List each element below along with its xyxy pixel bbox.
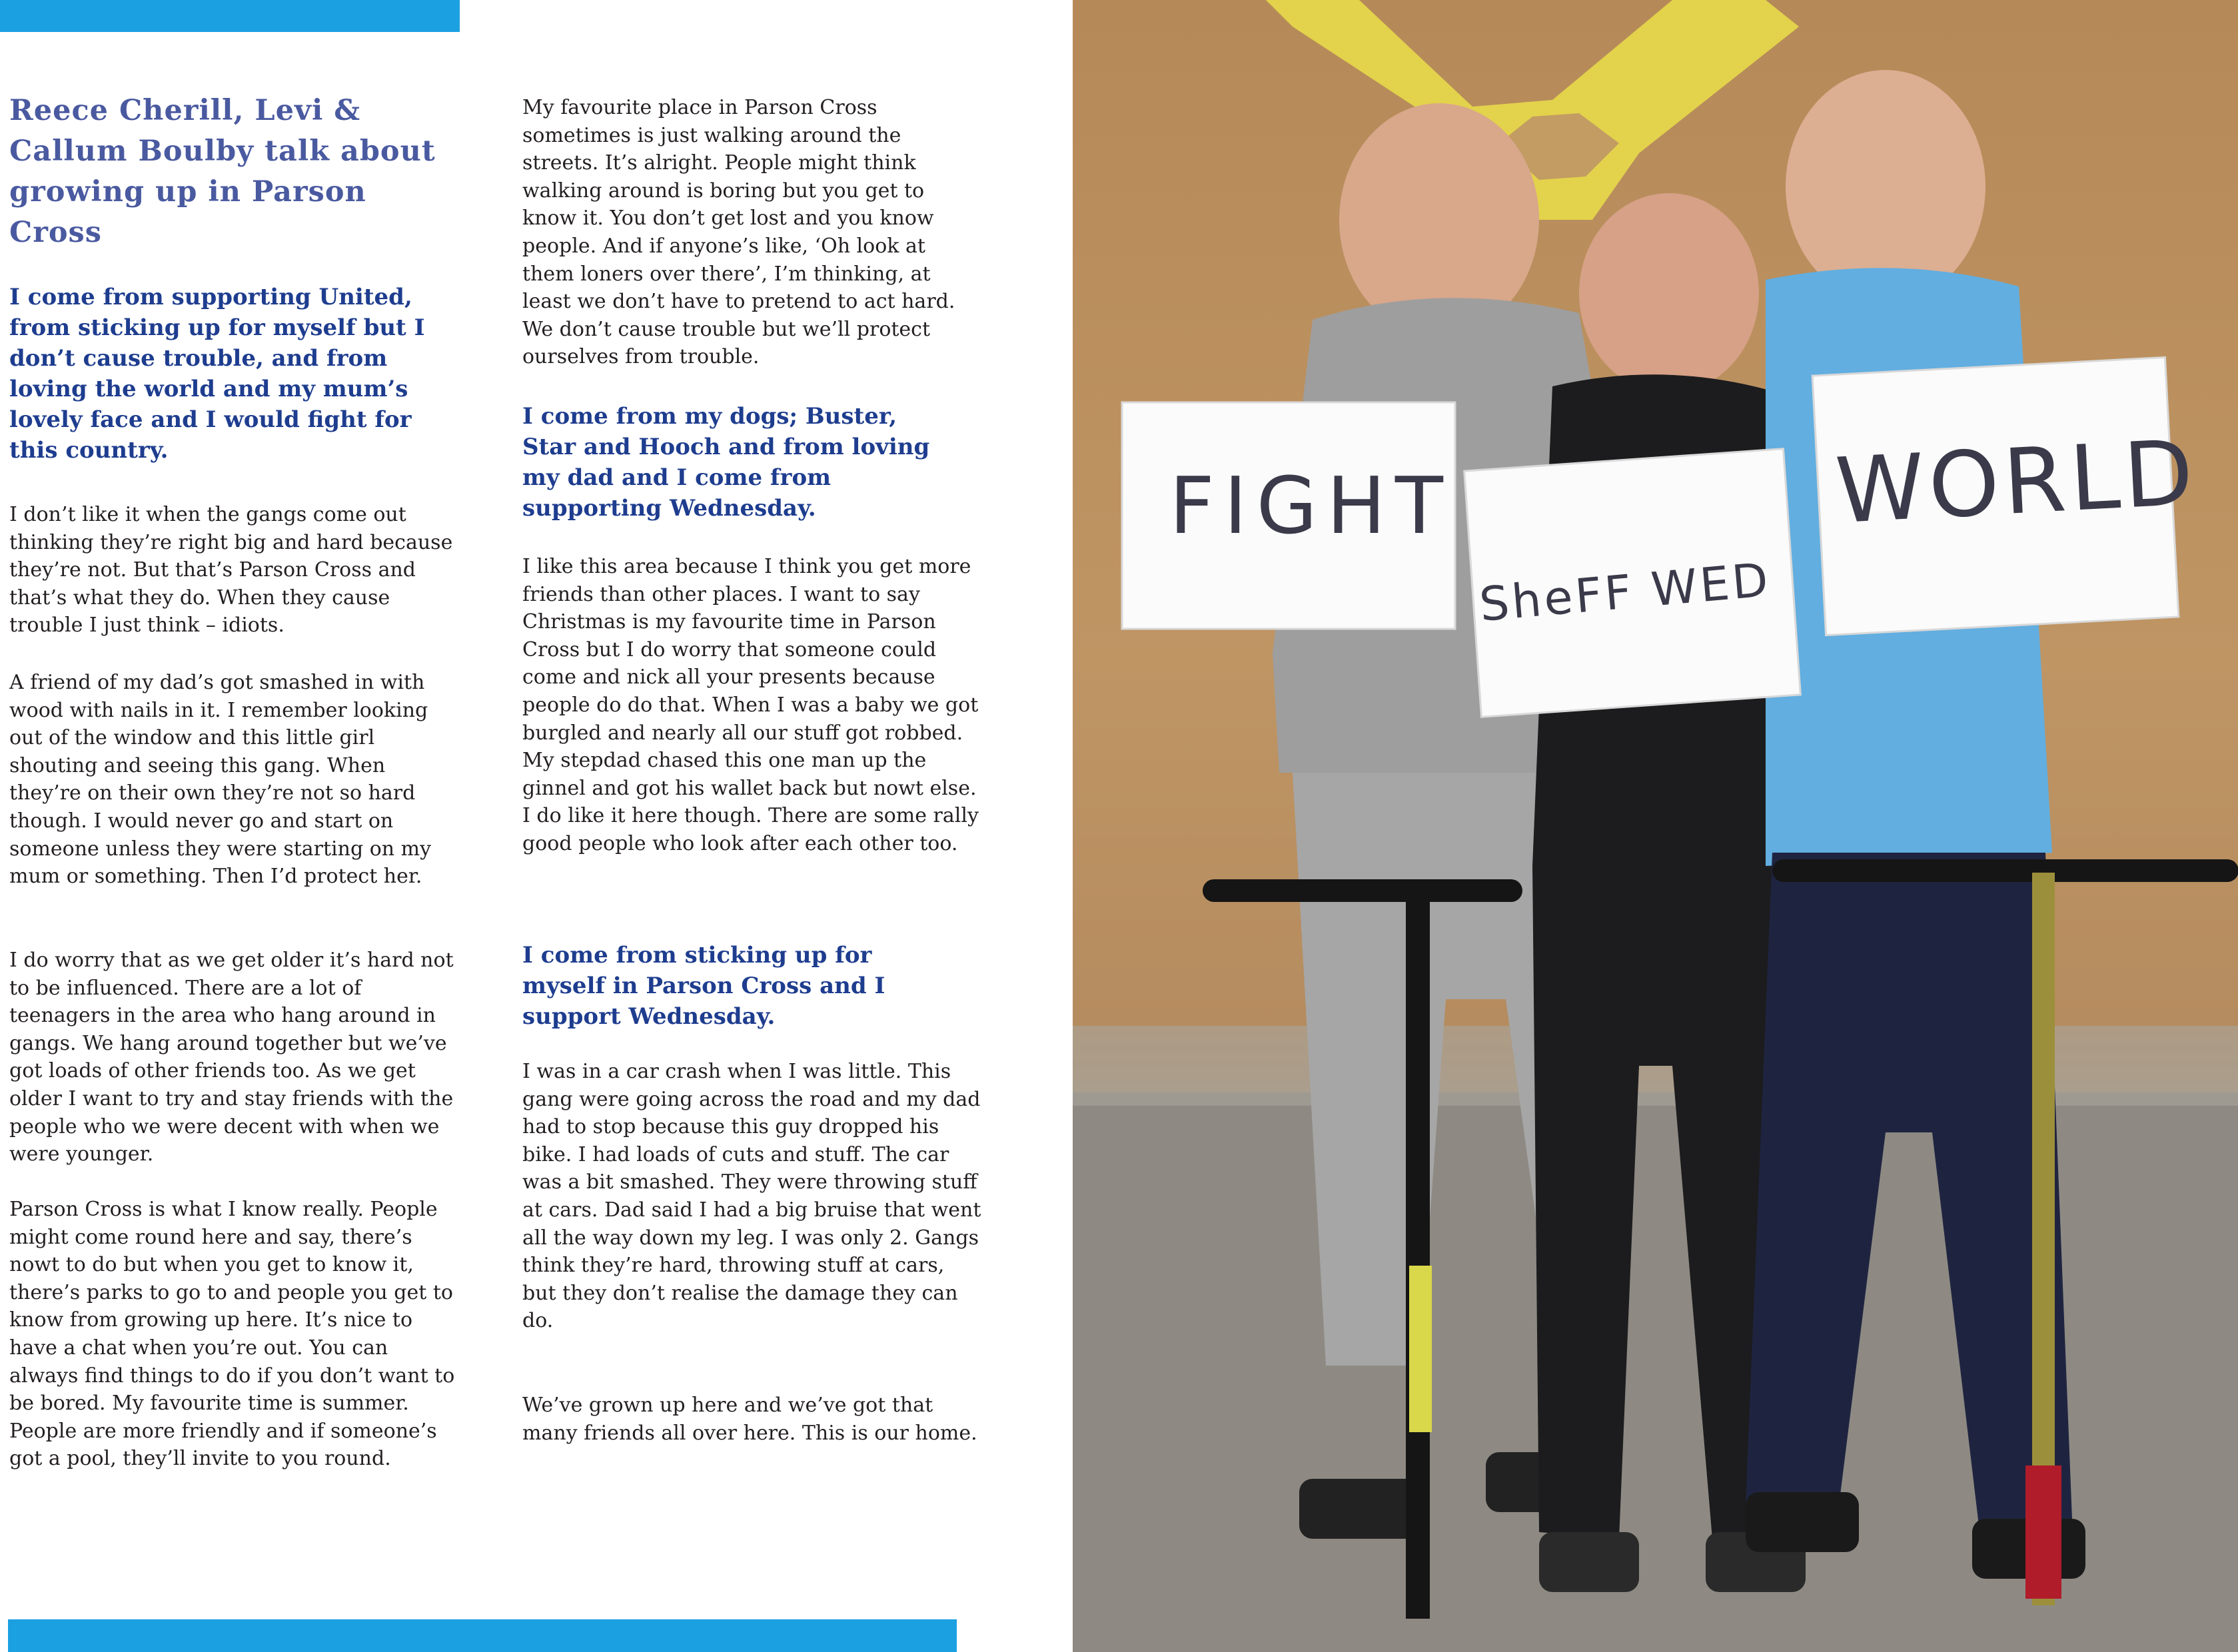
right-paragraph-1: My favourite place in Parson Cross sometimes is just walking around the streets. It’s alright. People might think walking around is boring but you get to know it. You don’t get lost and you know people. And if anyone’s like, ‘Oh look at them loners over there’, I’m thinking, at least we don’t have to pretend to act hard. We don’t cause trouble but we’ll protect ourselves from trouble.: [522, 96, 955, 369]
right-paragraph-3: I was in a car crash when I was little. This gang were going across the road and my dad had to stop because this guy dropped his bike. I had loads of cuts and stuff. The car was a bit smashed. They were throwing stuff at cars. Dad said I had a big bruise that went all the way down my leg. I was only 2. Gangs think they’re hard, throwing stuff at cars, but they don’t realise the damage they can do.: [522, 1060, 981, 1333]
left-paragraph-1: I don’t like it when the gangs come out thinking they’re right big and hard because they’re not. But that’s Parson Cross and that’s what they do. When they cause trouble I just think – idiots.: [9, 503, 453, 637]
top-accent-bar: [0, 0, 460, 32]
left-paragraph-3: I do worry that as we get older it’s hard not to be influenced. There are a lot of teenagers in the area who hang around in gangs. We hang around together but we’ve got loads of other friends too. As we get older I want to try and stay friends with the people who we were decent with when we were younger.: [9, 949, 454, 1166]
right-lede-2: I come from my dogs; Buster, Star and Hooch and from loving my dad and I come from supporting Wednesday.: [522, 403, 930, 522]
article-title: Reece Cherill, Levi & Callum Boulby talk about growing up in Parson Cross: [9, 94, 436, 249]
photo-illustration: [1073, 0, 2238, 1652]
photo-three-boys-with-signs: [1073, 0, 2238, 1652]
right-paragraph-2: I like this area because I think you get more friends than other places. I want to say Christmas is my favourite time in Parson Cross but I do worry that someone could come and nick all your presents because people do do that. When I was a baby we got burgled and nearly all our stuff got robbed. My stepdad chased this one man up the ginnel and got his wallet back but nowt else. I do like it here though. There are some rally good people who look after each other too.: [522, 555, 979, 855]
left-lede: I come from supporting United, from sticking up for myself but I don’t cause trouble, and from loving the world and my mum’s lovely face and I would fight for this country.: [9, 284, 425, 464]
sign-right-text: WORLD: [1833, 420, 2200, 544]
left-paragraph-4: Parson Cross is what I know really. People might come round here and say, there’s nowt to do but when you get to know it, there’s parks to go to and people you get to know from growing up here. It’s nice to have a chat when you’re out. You can always find things to do if you don’t want to be bored. My favourite time is summer. People are more friendly and if someone’s got a pool, they’ll invite to you round.: [9, 1198, 455, 1471]
right-lede-3: I come from sticking up for myself in Parson Cross and I support Wednesday.: [522, 942, 885, 1030]
left-paragraph-2: A friend of my dad’s got smashed in with wood with nails in it. I remember looking out of the window and this little girl shouting and seeing this gang. When they’re on their own they’re not so hard though. I would never go and start on someone unless they were starting on my mum or something. Then I’d protect her.: [9, 671, 432, 889]
sign-middle-text: SheFF WED: [1477, 552, 1773, 632]
right-paragraph-4: We’ve grown up here and we’ve got that many friends all over here. This is our home.: [522, 1394, 977, 1445]
bottom-accent-bar: [8, 1619, 957, 1652]
sign-left-text: FIGHT: [1169, 460, 1452, 552]
